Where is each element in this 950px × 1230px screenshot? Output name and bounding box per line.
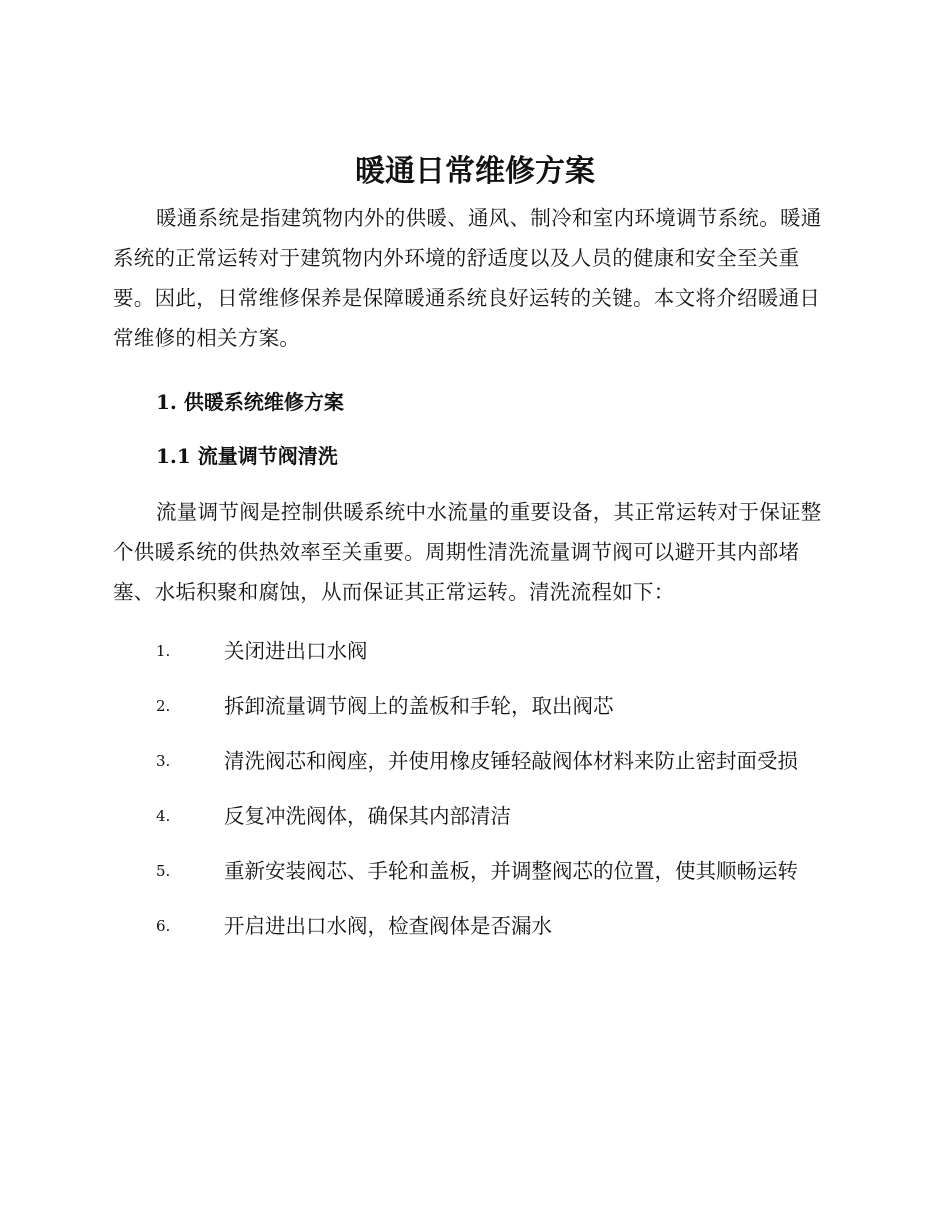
subsection-heading-valve-cleaning: 1.1 流量调节阀清洗	[156, 444, 338, 468]
valve-cleaning-paragraph: 流量调节阀是控制供暖系统中水流量的重要设备，其正常运转对于保证整个供暖系统的供热效率至关重要。周期性清洗流量调节阀可以避开其内部堵塞、水垢积聚和腐蚀，从而保证其正常运转。清洗流程如下：	[113, 500, 822, 604]
list-item	[0, 688, 950, 743]
list-item-text: 重新安装阀芯、手轮和盖板，并调整阀芯的位置，使其顺畅运转	[224, 859, 798, 883]
list-item-number: 1.	[156, 642, 171, 660]
list-item	[0, 743, 950, 798]
list-item-number: 6.	[156, 917, 171, 935]
section-heading-heating-repair: 1. 供暖系统维修方案	[156, 390, 344, 414]
page-title: 暖通日常维修方案	[355, 154, 595, 189]
list-item	[0, 853, 950, 908]
cleaning-steps-list	[0, 633, 950, 963]
list-item-text: 反复冲洗阀体，确保其内部清洁	[224, 804, 511, 828]
list-item-text: 开启进出口水阀，检查阀体是否漏水	[224, 914, 552, 938]
list-item	[0, 633, 950, 688]
list-item-text: 拆卸流量调节阀上的盖板和手轮，取出阀芯	[224, 694, 614, 718]
list-item-text: 关闭进出口水阀	[224, 639, 368, 663]
list-item-number: 3.	[156, 752, 171, 770]
list-item-number: 5.	[156, 862, 171, 880]
intro-paragraph: 暖通系统是指建筑物内外的供暖、通风、制冷和室内环境调节系统。暖通系统的正常运转对于建筑物内外环境的舒适度以及人员的健康和安全至关重要。因此，日常维修保养是保障暖通系统良好运转的关键。本文将介绍暖通日常维修的相关方案。	[113, 206, 822, 350]
list-item	[0, 908, 950, 963]
list-item-number: 2.	[156, 697, 171, 715]
list-item-number: 4.	[156, 807, 171, 825]
list-item	[0, 798, 950, 853]
list-item-text: 清洗阀芯和阀座，并使用橡皮锤轻敲阀体材料来防止密封面受损	[224, 749, 798, 773]
